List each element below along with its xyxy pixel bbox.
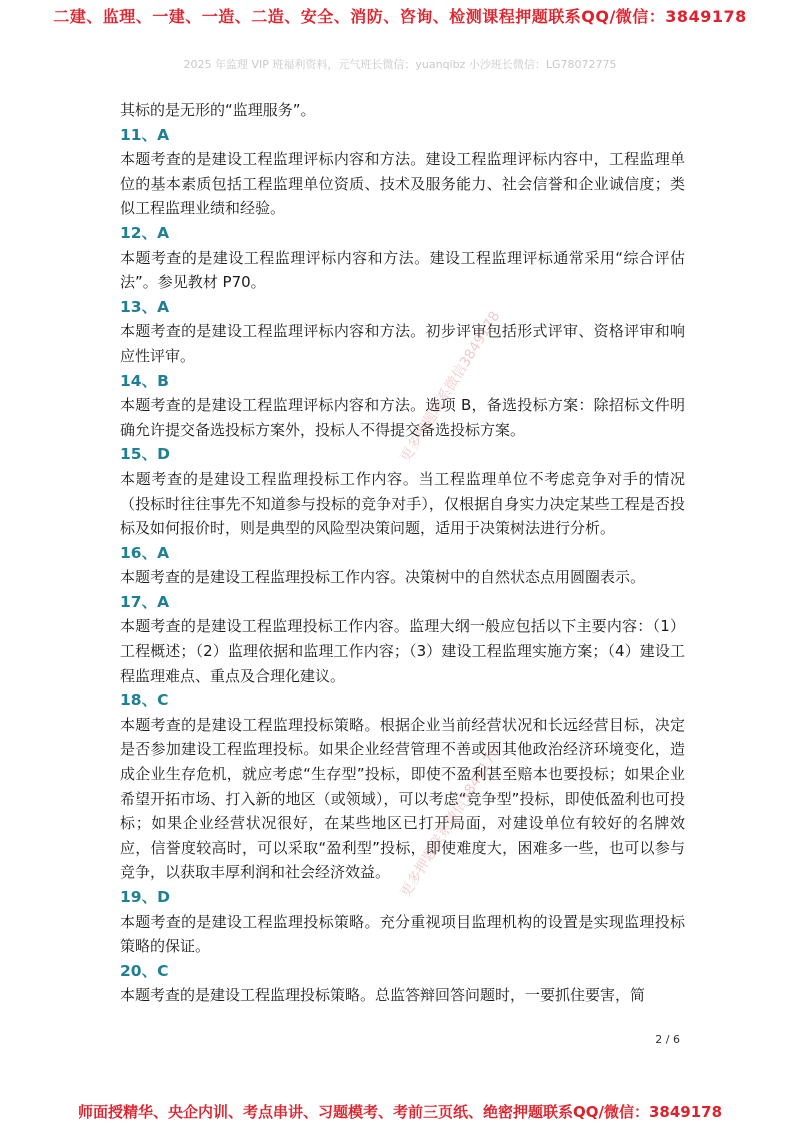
page-number: 2 / 6 [655,1033,680,1046]
question-15-explanation: 本题考查的是建设工程监理投标工作内容。当工程监理单位不考虑竞争对手的情况（投标时往往事先不知道参与投标的竞争对手），仅根据自身实力决定某些工程是否投标及如何报价时，则是典型的风险型决策问题，适用于决策树法进行分析。 [120,469,685,538]
question-19-explanation: 本题考查的是建设工程监理投标策略。充分重视项目监理机构的设置是实现监理投标策略的保证。 [120,912,685,956]
intro-text: 其标的是无形的“监理服务”。 [120,101,316,119]
question-17-explanation: 本题考查的是建设工程监理投标工作内容。监理大纲一般应包括以下主要内容：（1）工程概述；（2）监理依据和监理工作内容；（3）建设工程监理实施方案；（4）建设工程监理难点、重点及合理化建议。 [120,617,685,685]
question-14-explanation: 本题考查的是建设工程监理评标内容和方法。选项 B，备选投标方案：除招标文件明确允许提交备选投标方案外，投标人不得提交备选投标方案。 [120,396,685,439]
question-17-number: 17、A [120,592,170,611]
question-12-number: 12、A [120,223,170,242]
question-11-number: 11、A [120,125,170,144]
question-11-explanation: 本题考查的是建设工程监理评标内容和方法。建设工程监理评标内容中，工程监理单位的基本素质包括工程监理单位资质、技术及服务能力、社会信誉和企业诚信度；类似工程监理业绩和经验。 [120,150,685,218]
question-19-number: 19、D [120,888,170,906]
bottom-banner: 师面授精华、央企内训、考点串讲、习题模考、考前三页纸、绝密押题联系QQ/微信：3849178 [77,1103,723,1121]
question-18-explanation: 本题考查的是建设工程监理投标策略。根据企业当前经营状况和长远经营目标，决定是否参加建设工程监理投标。如果企业经营管理不善或因其他政治经济环境变化，造成企业生存危机，就应考虑“生存型”投标，即使不盈利甚至赔本也要投标；如果企业希望开拓市场、打入新的地区（或领域），可以考虑“竞争型”投标，即使低盈利也可投标；如果企业经营状况很好，在某些地区已打开局面，对建设单位有较好的名牌效应，信誉度较高时，可以采取“盈利型”投标，即使难度大，困难多一些，也可以参与竞争，以获取丰厚利润和社会经济效益。 [120,715,685,882]
document-content [120,98,685,1008]
question-12-explanation: 本题考查的是建设工程监理评标内容和方法。建设工程监理评标通常采用“综合评估法”。参见教材 P70。 [120,248,685,292]
sub-header: 2025 年监理 VIP 班福利资料，元气班长微信：yuanqibz 小沙班长微信：LG78072775 [183,58,617,71]
question-20-explanation: 本题考查的是建设工程监理投标策略。总监答辩回答问题时，一要抓住要害，简 [120,986,646,1005]
question-13-number: 13、A [120,297,170,316]
question-20-number: 20、C [120,961,169,980]
question-13-explanation: 本题考查的是建设工程监理评标内容和方法。初步评审包括形式评审、资格评审和响应性评审。 [120,322,685,365]
question-16-explanation: 本题考查的是建设工程监理投标工作内容。决策树中的自然状态点用圆圈表示。 [120,568,646,587]
question-15-number: 15、D [120,445,170,464]
question-14-number: 14、B [120,371,169,390]
watermark-upper: 更多押题联系微信3849178 [397,308,504,466]
watermark-lower: 更多押题联系微信3849178 [397,743,504,901]
question-16-number: 16、A [120,543,170,562]
question-18-number: 18、C [120,691,169,710]
top-banner: 二建、监理、一建、一造、二造、安全、消防、咨询、检测课程押题联系QQ/微信：3849178 [53,7,747,26]
